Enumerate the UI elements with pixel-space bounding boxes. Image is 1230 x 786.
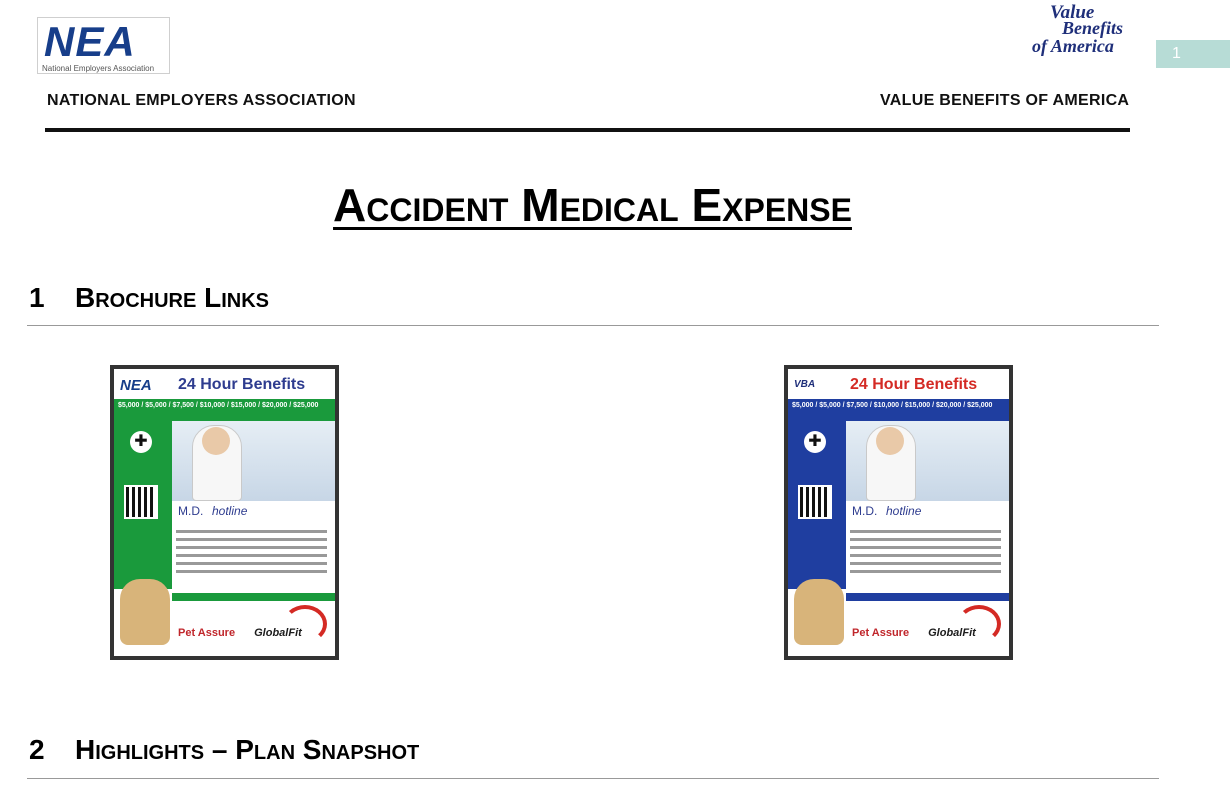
nea-logo-text: NEA bbox=[44, 18, 136, 65]
section-heading-highlights bbox=[29, 734, 419, 766]
brochure-strip bbox=[846, 593, 1009, 601]
pet-assure-logo: Pet Assure bbox=[852, 627, 910, 639]
md-hotline-label: hotline bbox=[212, 504, 248, 518]
section-number: 1 bbox=[29, 282, 45, 313]
brochure-partner-logos bbox=[852, 627, 976, 639]
right-org-name: VALUE BENEFITS OF AMERICA bbox=[880, 92, 1130, 109]
vba-logo-line-3: of America bbox=[1032, 36, 1114, 56]
nea-logo-subtitle: National Employers Association bbox=[42, 64, 155, 73]
vba-logo bbox=[1028, 4, 1132, 76]
dog-image bbox=[120, 579, 170, 645]
md-hotline-label: hotline bbox=[886, 504, 922, 518]
brochure-strip bbox=[172, 593, 335, 601]
brochure-link-vba[interactable] bbox=[784, 365, 1013, 660]
brochure-link-nea[interactable] bbox=[110, 365, 339, 660]
brochure-body-text bbox=[172, 525, 331, 589]
vba-logo-line-1: Value bbox=[1050, 2, 1095, 23]
page-title bbox=[0, 178, 1185, 232]
md-hotline-banner bbox=[846, 501, 1009, 523]
section-number: 2 bbox=[29, 734, 45, 765]
medical-cross-icon: ✚ bbox=[130, 431, 152, 453]
section-divider bbox=[27, 325, 1159, 326]
section-title: Highlights – Plan Snapshot bbox=[75, 734, 420, 765]
brochure-header bbox=[114, 369, 335, 399]
dog-image bbox=[794, 579, 844, 645]
nea-logo bbox=[37, 17, 170, 74]
brochure-header bbox=[788, 369, 1009, 399]
page-title-text: Accident Medical Expense bbox=[333, 179, 852, 231]
doctor-head-image bbox=[202, 427, 230, 455]
brochure-amount-band bbox=[114, 399, 335, 421]
medical-cross-icon: ✚ bbox=[804, 431, 826, 453]
brochure-heading: 24 Hour Benefits bbox=[178, 376, 306, 393]
brochure-logo: NEA bbox=[120, 377, 152, 394]
brochure-logo: VBA bbox=[794, 379, 816, 390]
brochure-amount-band bbox=[788, 399, 1009, 421]
md-label: M.D. bbox=[178, 504, 204, 518]
header-divider bbox=[45, 128, 1130, 132]
qr-code-icon bbox=[126, 487, 156, 517]
left-org-name: NATIONAL EMPLOYERS ASSOCIATION bbox=[47, 92, 356, 109]
section-heading-brochure-links bbox=[29, 282, 269, 314]
qr-code-icon bbox=[800, 487, 830, 517]
globalfit-logo: GlobalFit bbox=[254, 627, 302, 639]
doctor-head-image bbox=[876, 427, 904, 455]
page-number: 1 bbox=[1156, 40, 1230, 68]
brochure-heading: 24 Hour Benefits bbox=[850, 376, 978, 393]
section-divider bbox=[27, 778, 1159, 779]
brochure-body-text bbox=[846, 525, 1005, 589]
globalfit-logo: GlobalFit bbox=[928, 627, 976, 639]
md-label: M.D. bbox=[852, 504, 878, 518]
brochure-amounts: $5,000 / $5,000 / $7,500 / $10,000 / $15,000 / $20,000 / $25,000 bbox=[792, 402, 993, 409]
pet-assure-logo: Pet Assure bbox=[178, 627, 236, 639]
md-hotline-banner bbox=[172, 501, 335, 523]
brochure-partner-logos bbox=[178, 627, 302, 639]
brochure-amounts: $5,000 / $5,000 / $7,500 / $10,000 / $15,000 / $20,000 / $25,000 bbox=[118, 402, 319, 409]
section-title: Brochure Links bbox=[75, 282, 269, 313]
vba-logo-line-2: Benefits bbox=[1062, 18, 1123, 38]
